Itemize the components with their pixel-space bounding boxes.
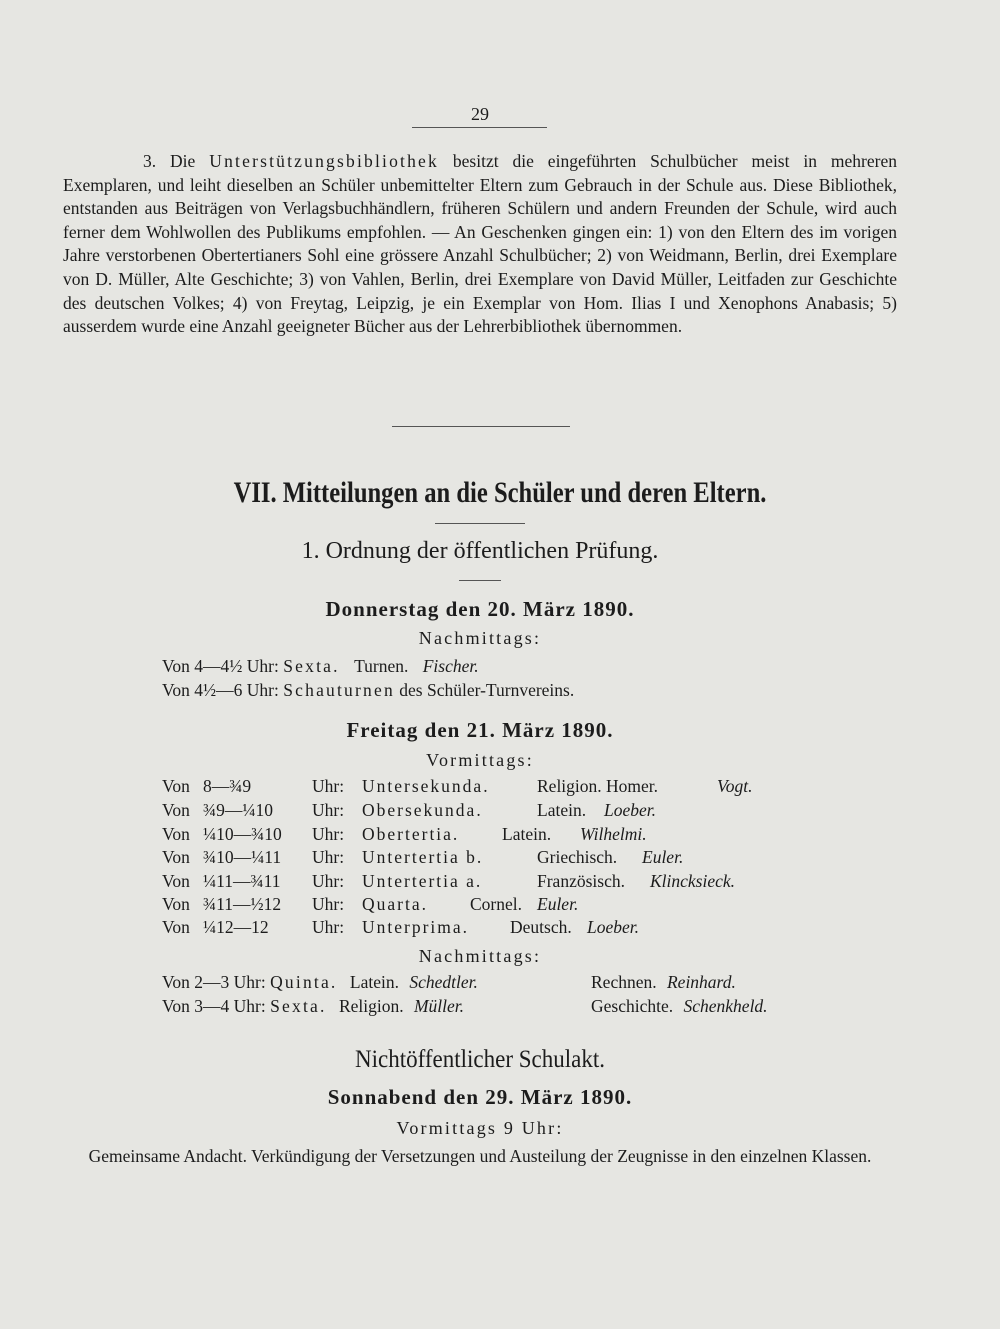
row-subject: Geschichte.	[591, 996, 674, 1016]
row-class: Quarta.	[362, 894, 428, 914]
row-uhr: Uhr:	[312, 824, 345, 844]
row-time: 4—4½	[194, 656, 243, 676]
row-time: 3—4	[194, 996, 230, 1016]
row-time: 4½—6	[194, 680, 243, 700]
friday-heading: Freitag den 21. März 1890.	[346, 718, 614, 742]
row-subject: Latein.	[502, 824, 552, 844]
section-title: VII. Mitteilungen an die Schüler und deren Eltern.	[233, 476, 767, 509]
closed-title: Nichtöffentlicher Schulakt.	[355, 1046, 605, 1073]
thursday-heading: Donnerstag den 20. März 1890.	[325, 597, 635, 621]
para-number: 3.	[143, 151, 157, 171]
row-uhr: Uhr:	[312, 917, 345, 937]
row-von: Von	[162, 847, 190, 867]
row-von: Von	[162, 996, 190, 1016]
row-teacher: Schenkheld.	[683, 996, 768, 1016]
row-subject: Latein.	[349, 972, 399, 992]
row-class: Obersekunda.	[362, 800, 483, 820]
thursday-row-2	[162, 680, 574, 701]
row-subject: Deutsch.	[510, 917, 572, 937]
row-time: ¼12—12	[203, 917, 269, 937]
friday-morning-row	[162, 871, 802, 895]
row-von: Von	[162, 972, 190, 992]
friday-afternoon-subhead: Nachmittags:	[418, 946, 542, 966]
row-time: ¾11—½12	[203, 894, 282, 914]
para-text: besitzt die eingeführten Schulbücher meist in mehreren Exemplaren, und leiht dieselben an Schüler unbemittelter Eltern zum Gebrauch in der Schule aus. Diese Bibliothek, entstanden aus Beiträgen von Verlagsbuchhändlern, früheren Schülern und andern Freunden der Schule, wird auch ferner dem Wohlwollen des Publikums empfohlen. — An Geschenken gingen ein: 1) von den Eltern des im vorigen Jahre verstorbenen Obertertianers Sohl eine grössere Anzahl Schulbücher; 2) von Weidmann, Berlin, drei Exemplare von D. Müller, Alte Geschichte; 3) von Vahlen, Berlin, drei Exemplare von David Müller, Leitfaden zur Geschichte des deutschen Volkes; 4) von Freytag, Leipzig, je ein Exemplar von Hom. Ilias I und Xenophons Anabasis; 5) ausserdem wurde eine Anzahl geeigneter Bücher aus der Lehrerbibliothek übernommen.	[63, 151, 897, 337]
row-teacher: Loeber.	[604, 800, 657, 820]
row-von: Von	[162, 871, 190, 891]
row-teacher: Schedtler.	[409, 972, 478, 992]
row-class: Obertertia.	[362, 824, 460, 844]
row-uhr: Uhr:	[312, 871, 345, 891]
row-uhr: Uhr:	[246, 680, 279, 700]
row-subject: Religion.	[338, 996, 404, 1016]
row-class: Sexta.	[270, 996, 327, 1016]
friday-afternoon-row	[162, 996, 464, 1017]
row-rest: des Schüler-Turnvereins.	[399, 680, 575, 700]
row-uhr: Uhr:	[312, 776, 345, 796]
row-subject: Latein.	[537, 800, 587, 820]
row-von: Von	[162, 800, 190, 820]
row-subject: Rechnen.	[591, 972, 657, 992]
row-uhr: Uhr:	[312, 800, 345, 820]
friday-morning-row	[162, 894, 802, 918]
row-class: Untersekunda.	[362, 776, 490, 796]
row-uhr: Uhr:	[233, 996, 266, 1016]
row-uhr: Uhr:	[312, 894, 345, 914]
row-uhr: Uhr:	[233, 972, 266, 992]
friday-morning-subhead: Vormittags:	[426, 750, 534, 770]
row-subject: Turnen.	[354, 656, 409, 676]
saturday-subhead: Vormittags 9 Uhr:	[396, 1118, 564, 1138]
row-teacher: Euler.	[537, 894, 579, 914]
row-teacher: Müller.	[413, 996, 465, 1016]
row-teacher: Wilhelmi.	[580, 824, 647, 844]
row-time: ¾10—¼11	[203, 847, 282, 867]
row-subject: Französisch.	[537, 871, 625, 891]
row-time: ¾9—¼10	[203, 800, 273, 820]
row-class: Schauturnen	[283, 680, 395, 700]
row-subject: Religion. Homer.	[537, 776, 659, 796]
row-subject: Cornel.	[470, 894, 523, 914]
row-time: 2—3	[194, 972, 230, 992]
friday-afternoon-row-second	[591, 972, 736, 993]
row-teacher: Vogt.	[717, 776, 753, 796]
page-number: 29	[471, 104, 489, 124]
row-teacher: Euler.	[642, 847, 684, 867]
row-teacher: Loeber.	[587, 917, 640, 937]
row-von: Von	[162, 680, 190, 700]
row-class: Quinta.	[270, 972, 338, 992]
row-teacher: Fischer.	[422, 656, 479, 676]
row-von: Von	[162, 656, 190, 676]
row-class: Untertertia b.	[362, 847, 484, 867]
row-time: ¼11—¾11	[203, 871, 281, 891]
row-class: Sexta.	[283, 656, 340, 676]
row-time: 8—¾9	[203, 776, 252, 796]
friday-morning-row	[162, 776, 802, 800]
para-spaced-term: Unterstützungsbibliothek	[209, 151, 439, 171]
library-paragraph	[63, 150, 897, 339]
subsection-rule	[459, 580, 501, 581]
row-teacher: Klincksieck.	[650, 871, 736, 891]
row-class: Unterprima.	[362, 917, 470, 937]
thursday-subhead: Nachmittags:	[418, 628, 542, 648]
row-von: Von	[162, 894, 190, 914]
section-divider	[392, 426, 570, 427]
thursday-row-1	[162, 656, 479, 677]
row-von: Von	[162, 824, 190, 844]
row-subject: Griechisch.	[537, 847, 618, 867]
row-teacher: Reinhard.	[666, 972, 736, 992]
saturday-heading: Sonnabend den 29. März 1890.	[327, 1085, 633, 1109]
para-lead: Die	[170, 151, 196, 171]
friday-morning-row	[162, 917, 802, 941]
friday-morning-row	[162, 800, 802, 824]
row-uhr: Uhr:	[312, 847, 345, 867]
closing-text: Gemeinsame Andacht. Verkündigung der Versetzungen und Austeilung der Zeugnisse in den einzelnen Klassen.	[88, 1146, 872, 1166]
friday-morning-row	[162, 824, 802, 848]
row-von: Von	[162, 917, 190, 937]
friday-afternoon-row-second	[591, 996, 768, 1017]
row-time: ¼10—¾10	[203, 824, 282, 844]
row-class: Untertertia a.	[362, 871, 483, 891]
row-von: Von	[162, 776, 190, 796]
subsection-title: 1. Ordnung der öffentlichen Prüfung.	[301, 538, 659, 564]
top-rule	[412, 127, 547, 128]
friday-morning-row	[162, 847, 802, 871]
row-uhr: Uhr:	[246, 656, 279, 676]
section-title-rule	[435, 523, 525, 524]
friday-afternoon-row	[162, 972, 478, 993]
